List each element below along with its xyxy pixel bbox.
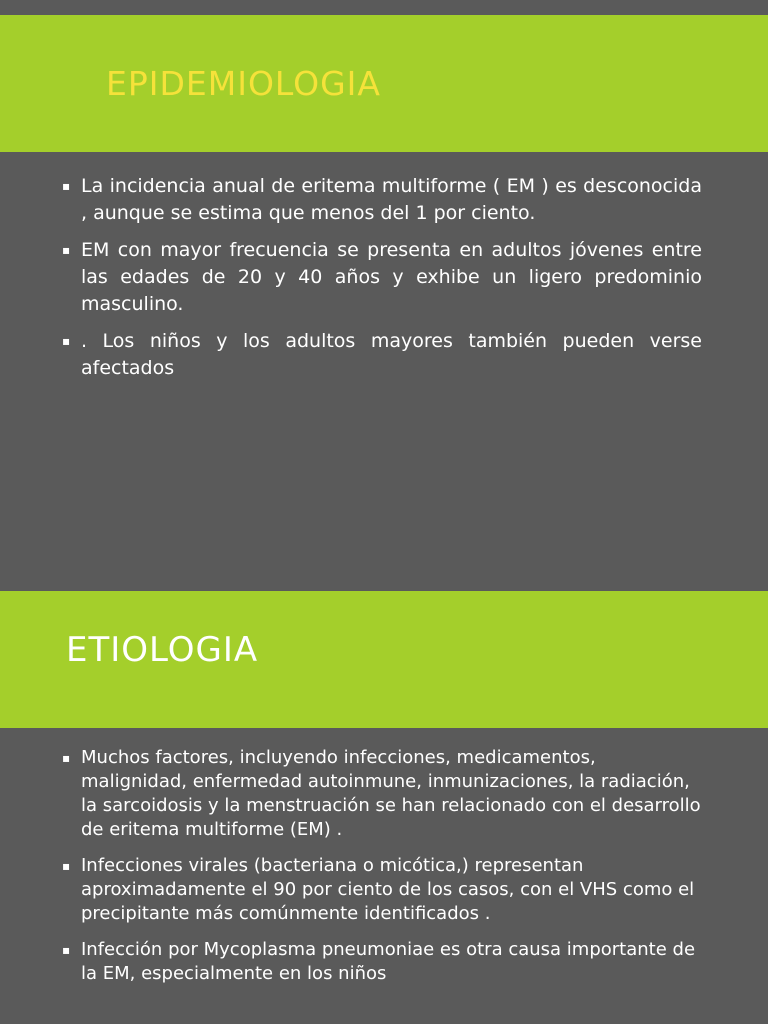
bullet-text: Infección por Mycoplasma pneumoniae es otra causa importante de la EM, especialmente en los niños — [81, 939, 696, 984]
bullet-item — [62, 938, 702, 986]
bullet-list — [62, 746, 702, 998]
slide-etiologia — [0, 576, 768, 1024]
bullet-icon: ▪ — [62, 859, 71, 873]
bullet-list — [62, 173, 702, 392]
bullet-text: Infecciones virales (bacteriana o micótica,) representan aproximadamente el 90 por ciento de los casos, con el VHS como el precipitante más comúnmente identificados . — [81, 855, 695, 924]
bullet-icon: ▪ — [62, 334, 71, 348]
title-band — [0, 15, 768, 152]
bullet-item — [62, 854, 702, 926]
bullet-icon: ▪ — [62, 943, 71, 957]
bullet-icon: ▪ — [62, 179, 71, 193]
title-band — [0, 591, 768, 728]
bullet-text: La incidencia anual de eritema multiforme ( EM ) es desconocida , aunque se estima que menos del 1 por ciento. — [81, 175, 702, 224]
bullet-icon: ▪ — [62, 243, 71, 257]
bullet-text: EM con mayor frecuencia se presenta en adultos jóvenes entre las edades de 20 y 40 años y exhibe un ligero predominio masculino. — [81, 239, 702, 315]
slide-title: ETIOLOGIA — [66, 630, 259, 670]
bullet-icon: ▪ — [62, 751, 71, 765]
bullet-text: . Los niños y los adultos mayores también pueden verse afectados — [81, 330, 702, 379]
bullet-item — [62, 328, 702, 382]
slide-title: EPIDEMIOLOGIA — [106, 64, 381, 103]
bullet-item — [62, 746, 702, 842]
bullet-text: Muchos factores, incluyendo infecciones, medicamentos, malignidad, enfermedad autoinmune, inmunizaciones, la radiación, la sarcoidosis y la menstruación se han relacionado con el desarrollo de eritema multiforme (EM) . — [81, 747, 701, 840]
bullet-item — [62, 237, 702, 318]
bullet-item — [62, 173, 702, 227]
